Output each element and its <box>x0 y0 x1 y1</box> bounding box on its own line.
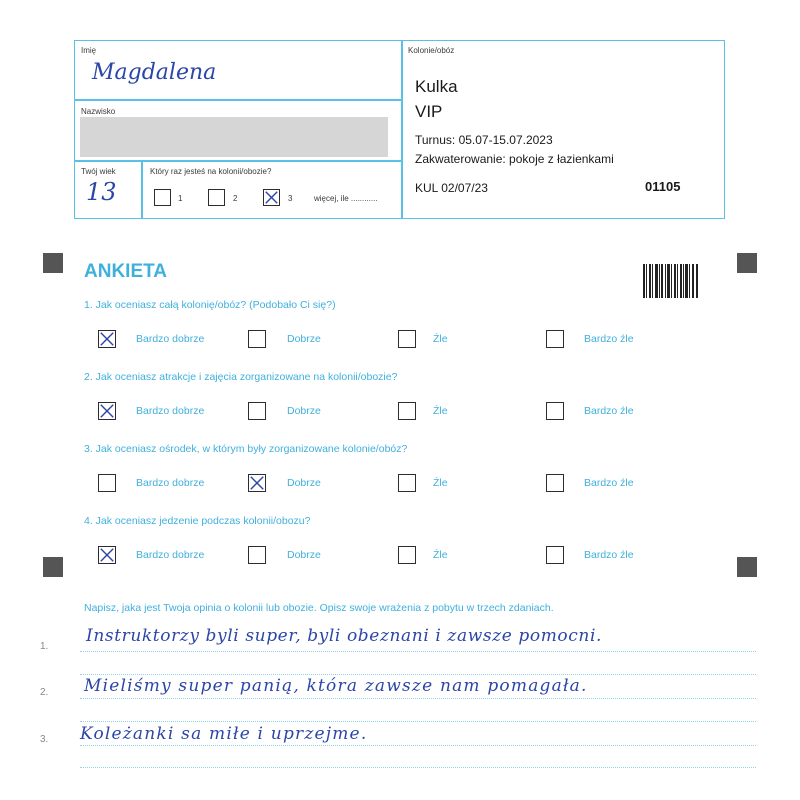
writing-line <box>80 721 756 722</box>
answer-checkbox[interactable] <box>546 402 564 420</box>
question-text: 2. Jak oceniasz atrakcje i zajęcia zorganizowane na kolonii/obozie? <box>84 371 398 383</box>
ktory-raz-option-1: 1 <box>178 194 183 203</box>
answer-checkbox[interactable] <box>248 330 266 348</box>
answer-option-label: Bardzo źle <box>584 549 634 561</box>
ktory-raz-checkbox-1[interactable] <box>154 189 171 206</box>
answer-checkbox[interactable] <box>98 402 116 420</box>
opinion-line-2[interactable]: Mieliśmy super panią, która zawsze nam pomagała. <box>84 676 588 696</box>
barcode-icon <box>643 264 699 298</box>
opinion-line-1[interactable]: Instruktorzy byli super, byli obeznani i zawsze pomocni. <box>86 626 602 646</box>
answer-option-label: Bardzo źle <box>584 333 634 345</box>
check-mark-icon <box>99 403 115 419</box>
writing-line <box>80 651 756 652</box>
answer-checkbox[interactable] <box>398 546 416 564</box>
survey-title: ANKIETA <box>84 261 168 282</box>
answer-option-label: Dobrze <box>287 549 321 561</box>
wiek-label: Twój wiek <box>81 167 116 176</box>
ktory-raz-checkbox-2[interactable] <box>208 189 225 206</box>
answer-checkbox[interactable] <box>98 474 116 492</box>
ktory-raz-more: więcej, ile ............ <box>314 194 378 203</box>
writing-line <box>80 698 756 699</box>
question-text: 4. Jak oceniasz jedzenie podczas kolonii/obozu? <box>84 515 311 527</box>
answer-checkbox[interactable] <box>248 546 266 564</box>
check-mark-icon <box>264 190 279 205</box>
answer-checkbox[interactable] <box>248 402 266 420</box>
form-number: 01105 <box>645 179 681 194</box>
imie-value[interactable]: Magdalena <box>92 60 217 85</box>
answer-option-label: Źle <box>433 405 448 417</box>
answer-checkbox[interactable] <box>546 546 564 564</box>
registration-mark <box>43 253 63 273</box>
opinion-prompt: Napisz, jaka jest Twoja opinia o kolonii lub obozie. Opisz swoje wrażenia z pobytu w trzech zdaniach. <box>84 602 554 614</box>
nazwisko-label: Nazwisko <box>81 107 116 116</box>
writing-line <box>80 767 756 768</box>
answer-option-label: Bardzo dobrze <box>136 333 205 345</box>
answer-option-label: Źle <box>433 477 448 489</box>
kolonie-code: KUL 02/07/23 <box>415 181 488 195</box>
check-mark-icon <box>249 475 265 491</box>
registration-mark <box>737 253 757 273</box>
answer-option-label: Bardzo dobrze <box>136 405 205 417</box>
answer-option-label: Dobrze <box>287 333 321 345</box>
answer-option-label: Bardzo dobrze <box>136 477 205 489</box>
kolonie-label: Kolonie/obóz <box>408 46 455 55</box>
answer-option-label: Dobrze <box>287 477 321 489</box>
answer-option-label: Bardzo źle <box>584 405 634 417</box>
line-number: 1. <box>40 641 49 652</box>
line-number: 3. <box>40 734 49 745</box>
answer-checkbox[interactable] <box>398 402 416 420</box>
question-text: 1. Jak oceniasz całą kolonię/obóz? (Podobało Ci się?) <box>84 299 336 311</box>
writing-line <box>80 674 756 675</box>
answer-checkbox[interactable] <box>398 330 416 348</box>
answer-checkbox[interactable] <box>98 546 116 564</box>
writing-line <box>80 745 756 746</box>
answer-option-label: Bardzo dobrze <box>136 549 205 561</box>
answer-option-label: Źle <box>433 549 448 561</box>
check-mark-icon <box>99 331 115 347</box>
answer-checkbox[interactable] <box>248 474 266 492</box>
answer-checkbox[interactable] <box>546 330 564 348</box>
answer-option-label: Źle <box>433 333 448 345</box>
opinion-line-3[interactable]: Koleżanki sa miłe i uprzejme. <box>80 724 368 744</box>
answer-checkbox[interactable] <box>546 474 564 492</box>
line-number: 2. <box>40 687 49 698</box>
answer-checkbox[interactable] <box>98 330 116 348</box>
answer-checkbox[interactable] <box>398 474 416 492</box>
wiek-value[interactable]: 13 <box>86 178 117 206</box>
answer-option-label: Bardzo źle <box>584 477 634 489</box>
answer-option-label: Dobrze <box>287 405 321 417</box>
check-mark-icon <box>99 547 115 563</box>
kolonie-type: VIP <box>415 102 443 121</box>
registration-mark <box>43 557 63 577</box>
turnus: Turnus: 05.07-15.07.2023 <box>415 133 553 147</box>
ktory-raz-option-2: 2 <box>233 194 238 203</box>
registration-mark <box>737 557 757 577</box>
question-text: 3. Jak oceniasz ośrodek, w którym były zorganizowane kolonie/obóz? <box>84 443 408 455</box>
zakwaterowanie: Zakwaterowanie: pokoje z łazienkami <box>415 152 614 166</box>
ktory-raz-checkbox-3[interactable] <box>263 189 280 206</box>
kolonie-name: Kulka <box>415 77 458 96</box>
ktory-raz-label: Który raz jesteś na kolonii/obozie? <box>150 167 272 176</box>
imie-label: Imię <box>81 46 97 55</box>
ktory-raz-option-3: 3 <box>288 194 293 203</box>
nazwisko-redacted <box>80 117 388 157</box>
